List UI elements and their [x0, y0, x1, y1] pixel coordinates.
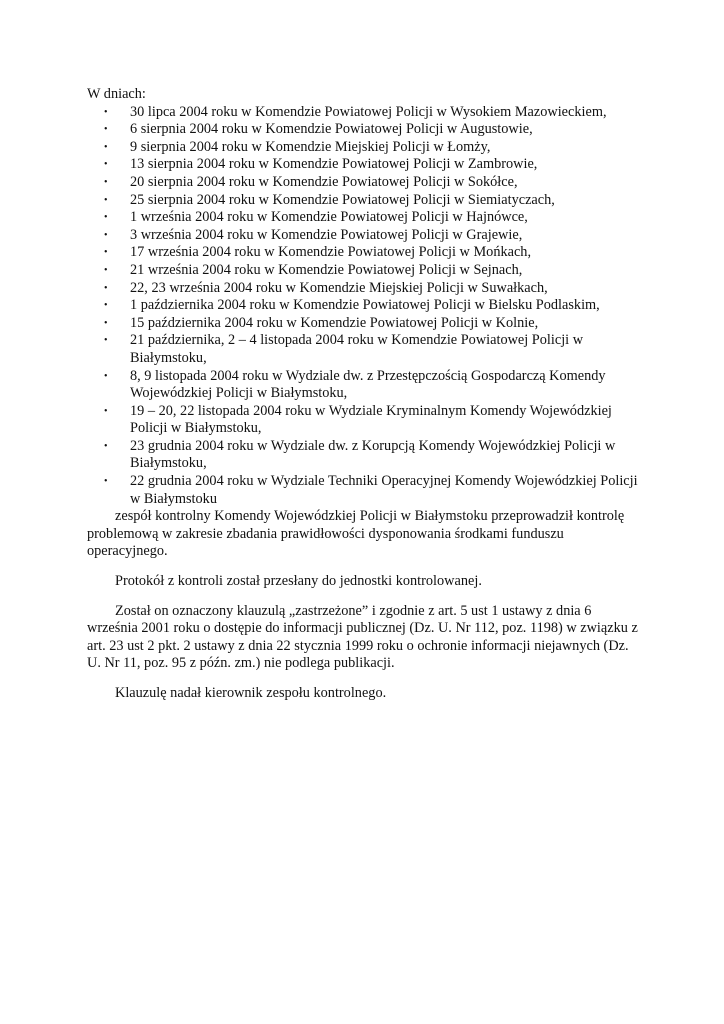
list-item-text: 22 grudnia 2004 roku w Wydziale Techniki Operacyjnej Komendy Wojewódzkiej Policji w Białymstoku — [130, 473, 638, 507]
list-item-text: 20 sierpnia 2004 roku w Komendzie Powiatowej Policji w Sokółce, — [130, 173, 518, 190]
list-item-text: 25 sierpnia 2004 roku w Komendzie Powiatowej Policji w Siemiatyczach, — [130, 191, 555, 208]
list-item — [104, 402, 642, 438]
list-item-text: 19 – 20, 22 listopada 2004 roku w Wydziale Kryminalnym Komendy Wojewódzkiej Policji w Białymstoku, — [130, 402, 612, 437]
bullet-icon: • — [104, 335, 108, 347]
bullet-icon: • — [104, 247, 108, 259]
bullet-icon: • — [104, 159, 108, 171]
intro-text: W dniach: — [87, 86, 146, 102]
bullet-icon: • — [104, 264, 108, 276]
list-item — [104, 244, 642, 262]
paragraph-classification: Został on oznaczony klauzulą „zastrzeżone” i zgodnie z art. 5 ust 1 ustawy z dnia 6 września 2001 roku o dostępie do informacji publicznej (Dz. U. Nr 112, poz. 1198) w związku z art. 23 ust 2 pkt. 2 ustawy z dnia 22 stycznia 1999 roku o ochronie informacji niejawnych (Dz. U. Nr 11, poz. 95 z późn. zm.) nie podlega publikacji. — [87, 602, 638, 672]
list-item-text: 30 lipca 2004 roku w Komendzie Powiatowej Policji w Wysokiem Mazowieckiem, — [130, 103, 607, 120]
bullet-icon: • — [104, 476, 108, 488]
list-item-text: 8, 9 listopada 2004 roku w Wydziale dw. z Przestępczością Gospodarczą Komendy Wojewódzkiej Policji w Białymstoku, — [130, 367, 606, 402]
document-body — [87, 86, 642, 703]
list-item — [104, 103, 642, 122]
bullet-icon: • — [104, 229, 108, 241]
list-item-text: 17 września 2004 roku w Komendzie Powiatowej Policji w Mońkach, — [130, 244, 532, 261]
list-item — [104, 138, 642, 157]
bullet-icon: • — [104, 300, 108, 312]
bullet-icon: • — [104, 194, 108, 206]
list-item-text: 13 sierpnia 2004 roku w Komendzie Powiatowej Policji w Zambrowie, — [130, 156, 538, 173]
bullet-icon: • — [104, 176, 108, 188]
list-item — [104, 314, 642, 333]
list-item-text: 15 października 2004 roku w Komendzie Powiatowej Policji w Kolnie, — [130, 314, 539, 331]
list-item-text: 23 grudnia 2004 roku w Wydziale dw. z Korupcją Komendy Wojewódzkiej Policji w Białymstoku, — [130, 437, 616, 472]
list-item — [104, 367, 642, 403]
bullet-icon: • — [104, 212, 108, 224]
list-item-text: 21 października, 2 – 4 listopada 2004 roku w Komendzie Powiatowej Policji w Białymstoku, — [130, 332, 584, 366]
list-item — [104, 279, 642, 298]
list-item-text: 22, 23 września 2004 roku w Komendzie Miejskiej Policji w Suwałkach, — [130, 279, 548, 296]
bullet-icon: • — [104, 317, 108, 329]
bullet-icon: • — [104, 440, 108, 452]
list-item — [104, 437, 642, 473]
list-item — [104, 156, 642, 174]
list-item-text: 1 października 2004 roku w Komendzie Powiatowej Policji w Bielsku Podlaskim, — [130, 297, 600, 314]
list-item-text: 1 września 2004 roku w Komendzie Powiatowej Policji w Hajnówce, — [130, 209, 528, 226]
list-item — [104, 261, 642, 280]
bullet-icon: • — [104, 124, 108, 136]
list-item — [104, 297, 642, 315]
list-item-text: 3 września 2004 roku w Komendzie Powiatowej Policji w Grajewie, — [130, 226, 523, 243]
paragraph-classification-authority: Klauzulę nadał kierownik zespołu kontrolnego. — [115, 685, 387, 701]
paragraph-protocol-sent: Protokół z kontroli został przesłany do jednostki kontrolowanej. — [115, 573, 482, 590]
bullet-icon: • — [104, 141, 108, 153]
bullet-icon: • — [104, 370, 108, 382]
bullet-icon: • — [104, 106, 108, 118]
list-item — [104, 173, 642, 192]
list-item — [104, 473, 642, 508]
bullet-icon: • — [104, 282, 108, 294]
list-item — [104, 121, 642, 139]
paragraph-inspection-summary: zespół kontrolny Komendy Wojewódzkiej Policji w Białymstoku przeprowadził kontrolę problemową w zakresie zbadania prawidłowości dysponowania środkami funduszu operacyjnego. — [87, 508, 625, 560]
list-item-text: 21 września 2004 roku w Komendzie Powiatowej Policji w Sejnach, — [130, 261, 523, 278]
inspection-dates-list — [87, 104, 642, 509]
list-item-text: 9 sierpnia 2004 roku w Komendzie Miejskiej Policji w Łomży, — [130, 138, 491, 155]
list-item — [104, 226, 642, 245]
list-item — [104, 209, 642, 227]
list-item — [104, 191, 642, 210]
list-item-text: 6 sierpnia 2004 roku w Komendzie Powiatowej Policji w Augustowie, — [130, 121, 533, 138]
list-item — [104, 332, 642, 367]
bullet-icon: • — [104, 405, 108, 417]
